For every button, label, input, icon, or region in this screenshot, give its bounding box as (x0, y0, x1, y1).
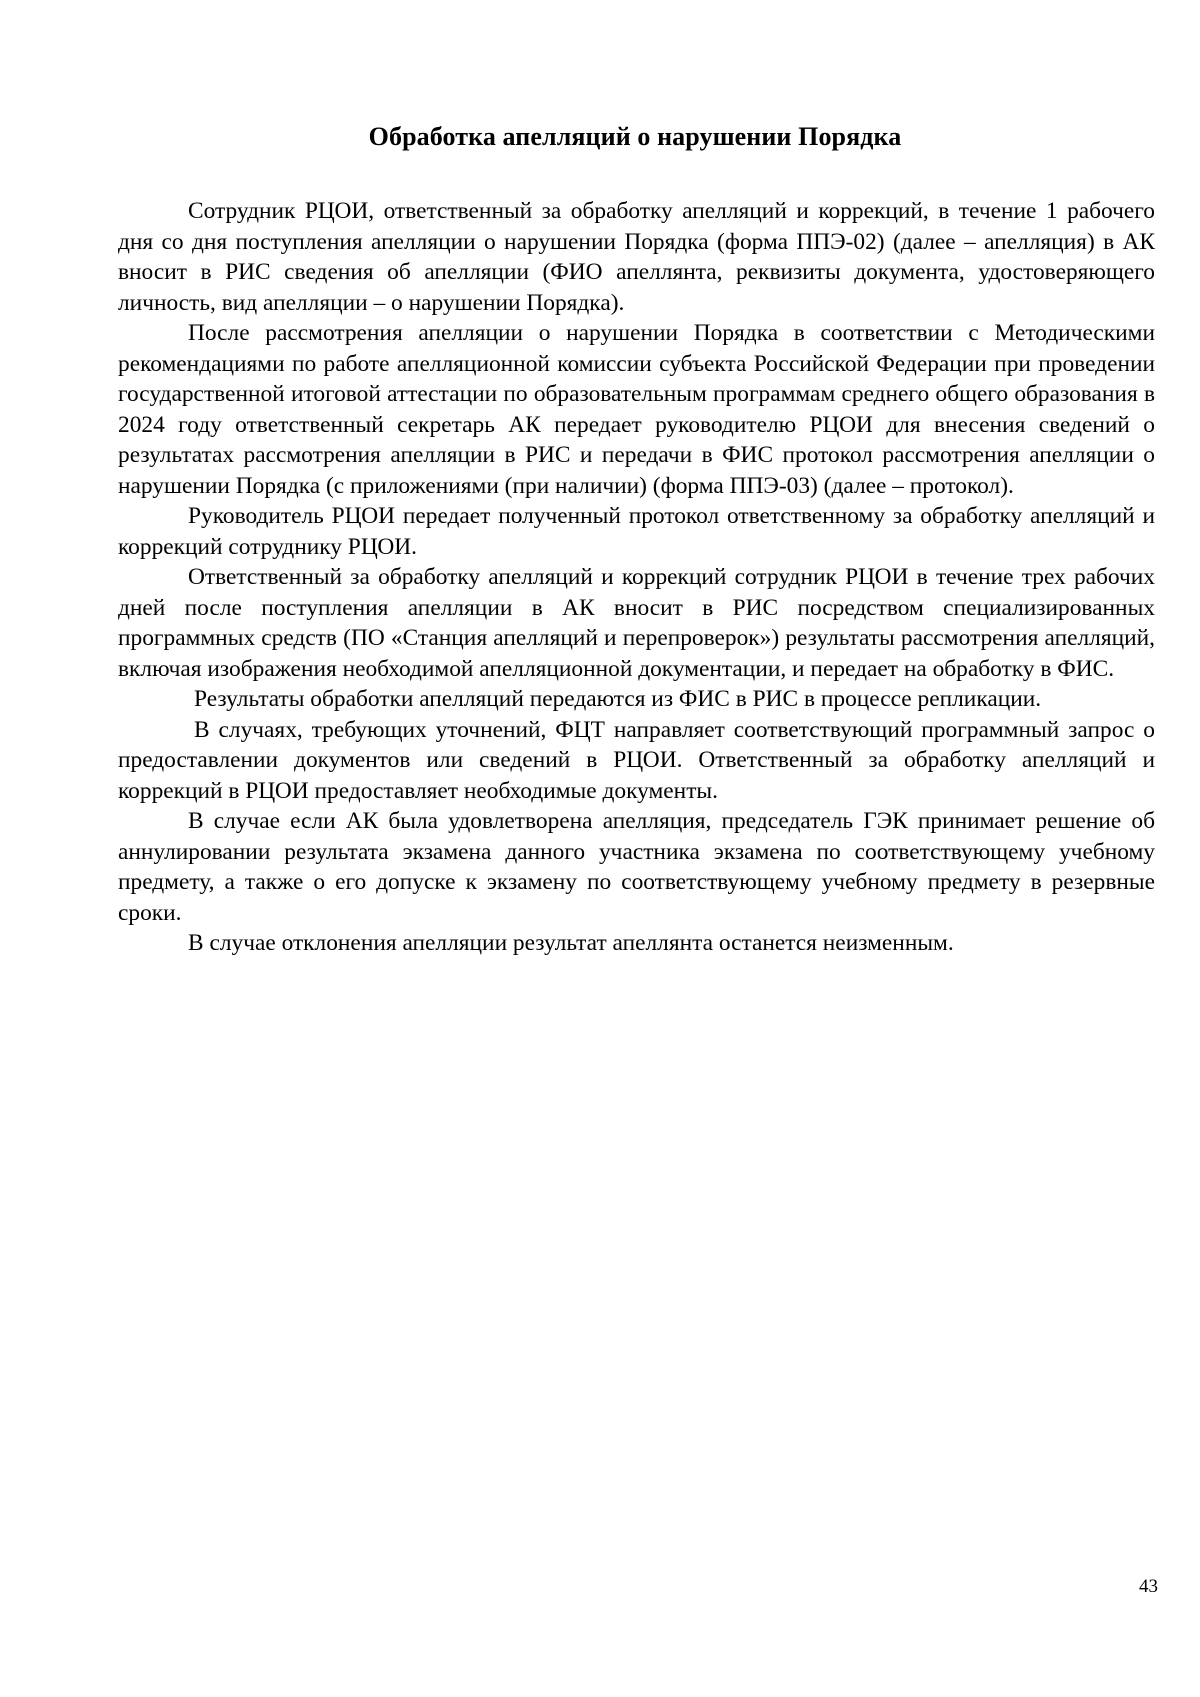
paragraph-8: В случае отклонения апелляции результат апеллянта останется неизменным. (188, 930, 954, 956)
page-title: Обработка апелляций о нарушении Порядка (368, 122, 902, 151)
paragraph-1: Сотрудник РЦОИ, ответственный за обработку апелляций и коррекций, в течение 1 рабочего дня со дня поступления апелляции о нарушении Порядка (форма ППЭ-02) (далее – апелляция) в АК вносит в РИС сведения об апелляции (ФИО апеллянта, реквизиты документа, удостоверяющего личность, вид апелляции – о нарушении Порядка). (118, 198, 1155, 316)
paragraph-3: Руководитель РЦОИ передает полученный протокол ответственному за обработку апелляций и коррекций сотруднику РЦОИ. (118, 503, 1155, 560)
document-body (118, 196, 1155, 959)
paragraph-4: Ответственный за обработку апелляций и коррекций сотрудник РЦОИ в течение трех рабочих дней после поступления апелляции в АК вносит в РИС посредством специализированных программных средств (ПО «Станция апелляций и перепроверок») результаты рассмотрения апелляций, включая изображения необходимой апелляционной документации, и передает на обработку в ФИС. (118, 564, 1155, 682)
paragraph-2: После рассмотрения апелляции о нарушении Порядка в соответствии с Методическими рекомендациями по работе апелляционной комиссии субъекта Российской Федерации при проведении государственной итоговой аттестации по образовательным программам среднего общего образования в 2024 году ответственный секретарь АК передает руководителю РЦОИ для внесения сведений о результатах рассмотрения апелляции в РИС и передачи в ФИС протокол рассмотрения апелляции о нарушении Порядка (с приложениями (при наличии) (форма ППЭ-03) (далее – протокол). (118, 320, 1155, 499)
paragraph-5: Результаты обработки апелляций передаются из ФИС в РИС в процессе репликации. (194, 686, 1042, 712)
paragraph-7: В случае если АК была удовлетворена апелляция, председатель ГЭК принимает решение об аннулировании результата экзамена данного участника экзамена по соответствующему учебному предмету, а также о его допуске к экзамену по соответствующему учебному предмету в резервные сроки. (118, 808, 1155, 926)
page-number: 43 (1139, 1576, 1158, 1597)
paragraph-6: В случаях, требующих уточнений, ФЦТ направляет соответствующий программный запрос о предоставлении документов или сведений в РЦОИ. Ответственный за обработку апелляций и коррекций в РЦОИ предоставляет необходимые документы. (118, 716, 1155, 804)
